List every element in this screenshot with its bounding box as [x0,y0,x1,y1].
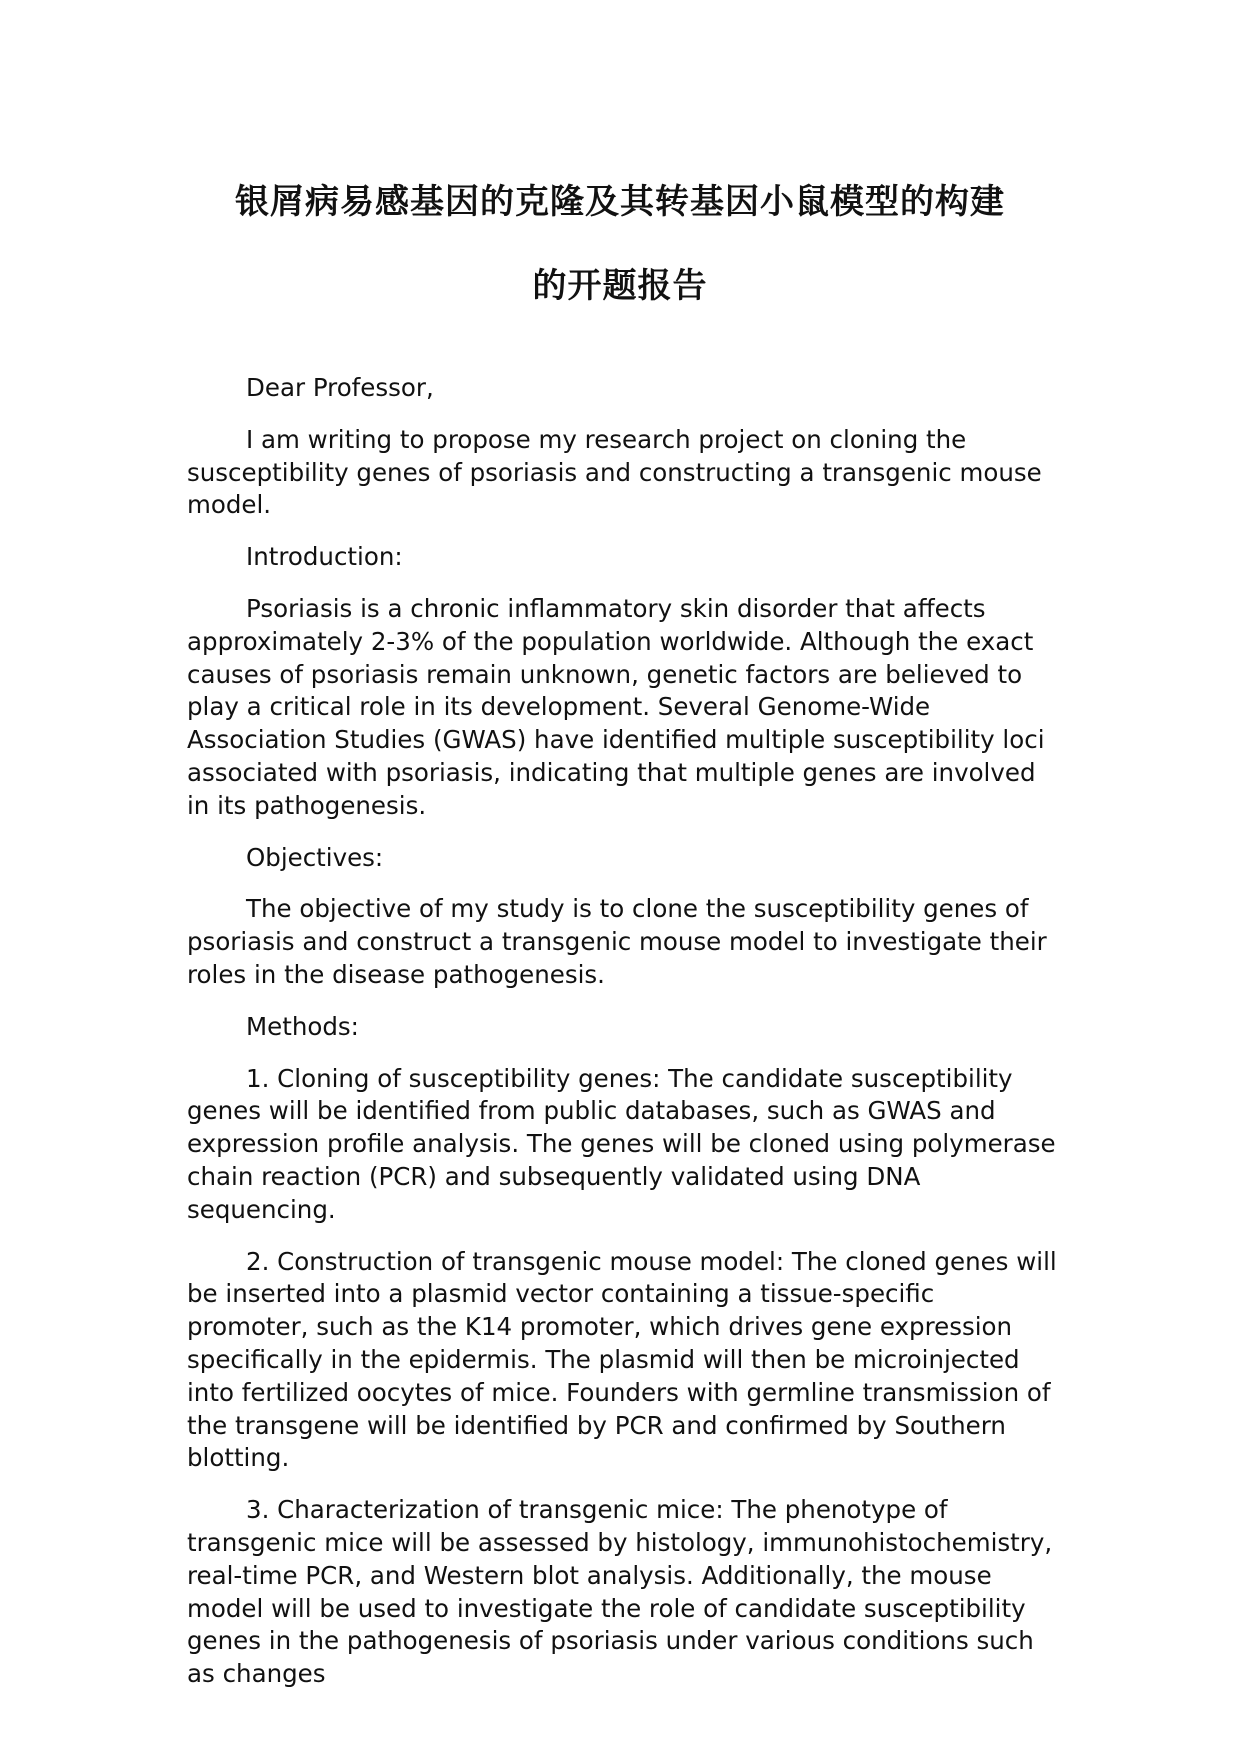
intro-paragraph: I am writing to propose my research project on cloning the susceptibility genes of psoriasis and constructing a transgenic mouse model. [187,424,1042,520]
salutation: Dear Professor, [246,373,434,402]
objectives-paragraph: The objective of my study is to clone the susceptibility genes of psoriasis and construct a transgenic mouse model to investigate their roles in the disease pathogenesis. [187,894,1047,989]
document-title-line-2: 的开题报告 [532,266,708,306]
document-title-line-1: 银屑病易感基因的克隆及其转基因小鼠模型的构建 [235,182,1005,222]
method-item-1: 1. Cloning of susceptibility genes: The candidate susceptibility genes will be identified from public databases, such as GWAS and expression profile analysis. The genes will be cloned using polymerase chain reaction (PCR) and subsequently validated using DNA sequencing. [187,1063,1056,1224]
document-body [187,372,1057,1710]
section-heading-objectives: Objectives: [246,842,384,872]
method-item-3: 3. Characterization of transgenic mice: The phenotype of transgenic mice will be assessed by histology, immunohistochemistry, real-time PCR, and Western blot analysis. Additionally, the mouse model will be used to investigate the role of candidate susceptibility genes in the pathogenesis of psoriasis under various conditions such as changes [187,1495,1053,1689]
method-item-2: 2. Construction of transgenic mouse model: The cloned genes will be inserted into a plasmid vector containing a tissue-specific promoter, such as the K14 promoter, which drives gene expression specifically in the epidermis. The plasmid will then be microinjected into fertilized oocytes of mice. Founders with germline transmission of the transgene will be identified by PCR and confirmed by Southern blotting. [187,1246,1057,1473]
section-heading-methods: Methods: [246,1011,359,1041]
introduction-paragraph: Psoriasis is a chronic inflammatory skin disorder that affects approximately 2-3% of the population worldwide. Although the exact causes of psoriasis remain unknown, genetic factors are believed to play a critical role in its development. Several Genome-Wide Association Studies (GWAS) have identified multiple susceptibility loci associated with psoriasis, indicating that multiple genes are involved in its pathogenesis. [187,593,1045,820]
section-heading-introduction: Introduction: [246,542,403,572]
